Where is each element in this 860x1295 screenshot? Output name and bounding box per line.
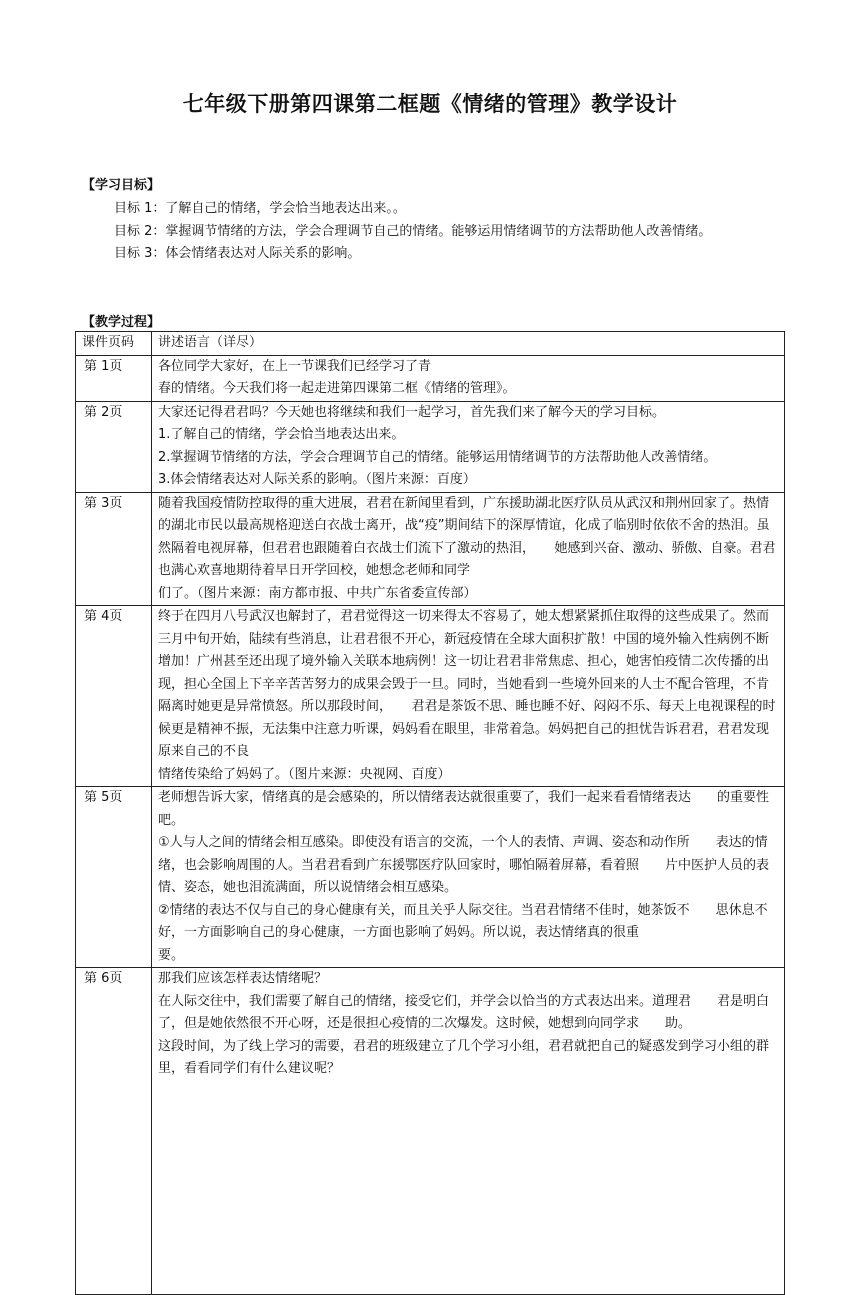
row-page-label: 第 5页 bbox=[76, 787, 152, 968]
table-row bbox=[76, 787, 785, 968]
row-line: 各位同学大家好，在上一节课我们已经学习了青 bbox=[158, 358, 432, 374]
row-line: 1.了解自己的情绪，学会恰当地表达出来。 bbox=[158, 427, 405, 442]
row-page-label: 第 6页 bbox=[76, 968, 152, 1295]
row-line: 2.掌握调节情绪的方法，学会合理调节自己的情绪。能够运用情绪调节的方法帮助他人改善情绪。 bbox=[158, 449, 717, 465]
table-header-row bbox=[76, 332, 785, 356]
row-line: ②情绪的表达不仅与自己的身心健康有关，而且关乎人际交往。当君君情绪不佳时，她茶饭不 思休息不好，一方面影响自己的身心健康，一方面也影响了妈妈。所以说，表达情绪真的很重 bbox=[158, 902, 768, 940]
row-line: 大家还记得君君吗？今天她也将继续和我们一起学习，首先我们来了解今天的学习目标。 bbox=[158, 404, 666, 420]
table-row bbox=[76, 606, 785, 787]
row-line: 这段时间，为了线上学习的需要，君君的班级建立了几个学习小组，君君就把自己的疑惑发到学习小组的群里，看看同学们有什么建议呢？ bbox=[158, 1038, 770, 1076]
row-line: 随着我国疫情防控取得的重大进展，君君在新闻里看到，广东援助湖北医疗队员从武汉和荆州回家了。热情的湖北市民以最高规格迎送白衣战士离开，战“疫”期间结下的深厚情谊，化成了临别时依依不舍的热泪。虽然隔着电视屏幕，但君君也跟随着白衣战士们流下了激动的热泪， 她感到兴奋、激动、骄傲、自豪。君君也满心欢喜地期待着早日开学回校，她想念老师和同学 bbox=[158, 495, 776, 578]
table-row bbox=[76, 355, 785, 401]
objective-1: 目标 1：了解自己的情绪，学会恰当地表达出来。。 bbox=[114, 201, 406, 216]
row-content bbox=[152, 606, 785, 787]
row-content bbox=[152, 401, 785, 492]
row-line: 老师想告诉大家，情绪真的是会感染的，所以情绪表达就很重要了，我们一起来看看情绪表达 的重要性吧。 bbox=[158, 790, 770, 828]
row-page-label: 第 2页 bbox=[76, 401, 152, 492]
row-page-label: 第 3页 bbox=[76, 492, 152, 606]
row-page-label: 第 4页 bbox=[76, 606, 152, 787]
row-content bbox=[152, 968, 785, 1295]
document-title: 七年级下册第四课第二框题《情绪的管理》教学设计 bbox=[182, 92, 678, 116]
row-line: 终于在四月八号武汉也解封了，君君觉得这一切来得太不容易了，她太想紧紧抓住取得的这些成果了。然而三月中旬开始，陆续有些消息，让君君很不开心，新冠疫情在全球大面积扩散！中国的境外输入性病例不断增加！广州甚至还出现了境外输入关联本地病例！这一切让君君非常焦虑、担心，她害怕疫情二次传播的出现，担心全国上下辛辛苦苦努力的成果会毁于一旦。同时，当她看到一些境外回来的人士不配合管理，不肯隔离时她更是异常愤怒。所以那段时间， 君君是茶饭不思、睡也睡不好、闷闷不乐、每天上电视课程的时候更是精神不振，无法集中注意力听课，妈妈看在眼里，非常着急。妈妈把自己的担忧告诉君君，君君发现原来自己的不良 bbox=[158, 609, 776, 759]
objectives-heading: 【学习目标】 bbox=[82, 178, 161, 193]
row-line: 那我们应该怎样表达情绪呢？ bbox=[158, 971, 328, 986]
row-line: 要。 bbox=[158, 947, 185, 963]
row-line: 们了。（图片来源：南方都市报、中共广东省委宣传部） bbox=[158, 585, 477, 601]
table-row bbox=[76, 492, 785, 606]
column-header-page: 课件页码 bbox=[76, 332, 152, 356]
process-heading: 【教学过程】 bbox=[82, 315, 161, 330]
row-line: ①人与人之间的情绪会相互感染。即使没有语言的交流，一个人的表情、声调、姿态和动作所 表达的情绪，也会影响周围的人。当君君看到广东援鄂医疗队回家时，哪怕隔着屏幕，看着照 片中医护人员的表情、姿态，她也泪流满面，所以说情绪会相互感染。 bbox=[158, 835, 770, 895]
row-content bbox=[152, 492, 785, 606]
column-header-speech: 讲述语言（详尽） bbox=[152, 332, 785, 356]
row-line: 3.体会情绪表达对人际关系的影响。（图片来源：百度） bbox=[158, 472, 476, 487]
objective-2: 目标 2：掌握调节情绪的方法，学会合理调节自己的情绪。能够运用情绪调节的方法帮助他人改善情绪。 bbox=[114, 223, 712, 239]
objective-3: 目标 3：体会情绪表达对人际关系的影响。 bbox=[114, 246, 361, 261]
row-line: 在人际交往中，我们需要了解自己的情绪，接受它们，并学会以恰当的方式表达出来。道理君 君是明白了，但是她依然很不开心呀，还是很担心疫情的二次爆发。这时候，她想到向同学求 助。 bbox=[158, 993, 770, 1031]
row-line: 情绪传染给了妈妈了。（图片来源：央视网、百度） bbox=[158, 766, 451, 782]
table-row bbox=[76, 401, 785, 492]
process-table bbox=[75, 331, 785, 1295]
objectives-list bbox=[82, 198, 782, 266]
row-page-label: 第 1页 bbox=[76, 355, 152, 401]
row-content bbox=[152, 355, 785, 401]
row-line: 春的情绪。今天我们将一起走进第四课第二框《情绪的管理》。 bbox=[158, 381, 516, 396]
table-row bbox=[76, 968, 785, 1295]
row-content bbox=[152, 787, 785, 968]
